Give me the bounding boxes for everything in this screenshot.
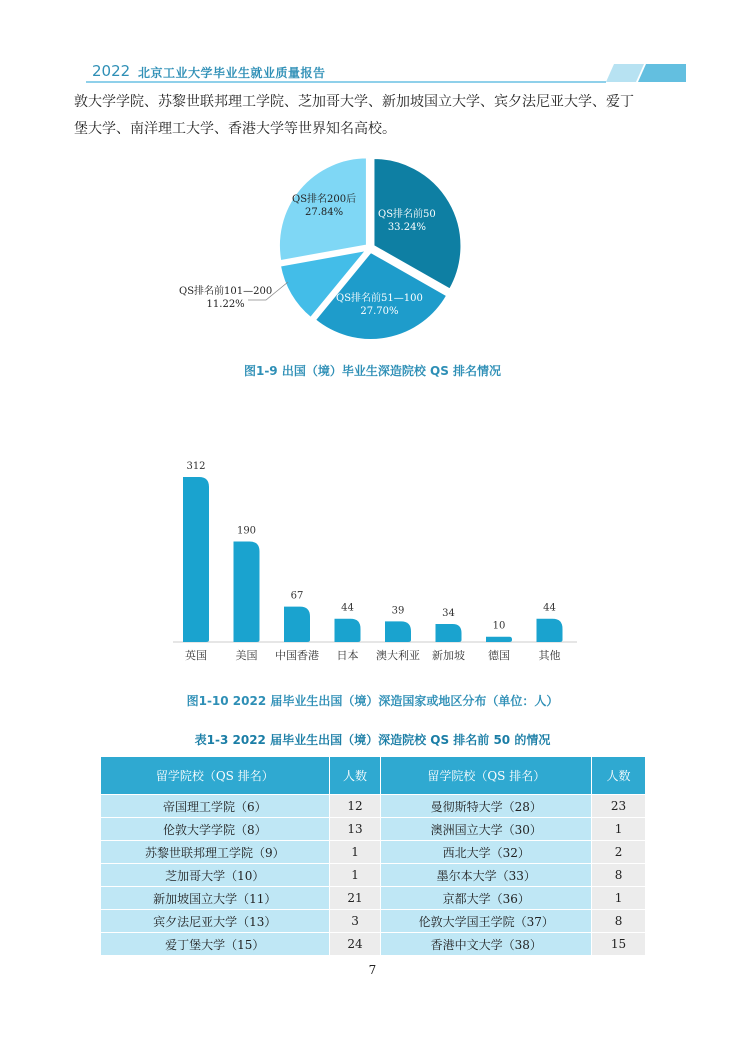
school-cell: 曼彻斯特大学（28） <box>381 795 592 818</box>
pie-label-51-100 <box>336 292 423 318</box>
bar-value-label: 67 <box>290 590 304 602</box>
pie-label-200-after-pct: 27.84% <box>305 207 344 218</box>
page-number: 7 <box>368 963 377 977</box>
pie-label-101-200-pct: 11.22% <box>206 299 245 310</box>
count-cell: 1 <box>592 818 646 841</box>
bar <box>486 637 512 642</box>
pie-label-101-200-name: QS排名前101—200 <box>179 286 273 297</box>
pie-label-200-after-name: QS排名200后 <box>292 194 357 205</box>
school-cell: 西北大学（32） <box>381 841 592 864</box>
count-cell: 21 <box>329 887 381 910</box>
bar <box>385 621 411 642</box>
table-header-row <box>101 757 646 795</box>
pie-label-51-100-pct: 27.70% <box>360 306 399 317</box>
paragraph-line-1: 敦大学学院、苏黎世联邦理工学院、芝加哥大学、新加坡国立大学、宾夕法尼亚大学、爱丁 <box>74 94 634 110</box>
bar-value-label: 44 <box>341 602 354 614</box>
school-cell: 伦敦大学国王学院（37） <box>381 910 592 933</box>
bar-value-label: 39 <box>391 605 405 617</box>
table-row <box>101 933 646 956</box>
pie-svg <box>170 150 480 350</box>
category-tick-label: 日本 <box>336 649 359 662</box>
category-tick-label: 澳大利亚 <box>376 649 420 662</box>
count-cell: 1 <box>329 864 381 887</box>
category-tick-label: 中国香港 <box>275 649 319 662</box>
header-decoration <box>606 64 686 82</box>
pie-label-top50 <box>378 208 436 234</box>
bar <box>284 607 310 642</box>
count-cell: 15 <box>592 933 646 956</box>
figure-9-caption: 图1-9 出国（境）毕业生深造院校 QS 排名情况 <box>243 364 502 378</box>
bar <box>436 624 462 642</box>
school-cell: 爱丁堡大学（15） <box>101 933 330 956</box>
header-count-1: 人数 <box>329 757 381 795</box>
count-cell: 8 <box>592 910 646 933</box>
count-cell: 24 <box>329 933 381 956</box>
school-cell: 墨尔本大学（33） <box>381 864 592 887</box>
school-cell: 澳洲国立大学（30） <box>381 818 592 841</box>
bar-value-label: 10 <box>492 620 506 632</box>
pie-label-51-100-name: QS排名前51—100 <box>336 293 423 304</box>
bar <box>537 619 563 642</box>
school-cell: 苏黎世联邦理工学院（9） <box>101 841 330 864</box>
pie-label-101-200 <box>179 285 272 311</box>
page-header <box>86 60 686 84</box>
count-cell: 1 <box>329 841 381 864</box>
count-cell: 3 <box>329 910 381 933</box>
school-cell: 宾夕法尼亚大学（13） <box>101 910 330 933</box>
count-cell: 2 <box>592 841 646 864</box>
bar <box>183 477 209 642</box>
table-row <box>101 795 646 818</box>
bar <box>234 542 260 642</box>
bar-value-label: 190 <box>236 525 257 537</box>
count-cell: 13 <box>329 818 381 841</box>
bar-value-label: 312 <box>186 461 206 472</box>
school-cell: 帝国理工学院（6） <box>101 795 330 818</box>
header-title: 北京工业大学毕业生就业质量报告 <box>138 66 326 80</box>
category-tick-label: 美国 <box>235 649 258 662</box>
table-row <box>101 864 646 887</box>
school-cell: 香港中文大学（38） <box>381 933 592 956</box>
count-cell: 1 <box>592 887 646 910</box>
bar-value-label: 44 <box>543 602 556 614</box>
school-cell: 芝加哥大学（10） <box>101 864 330 887</box>
category-tick-label: 英国 <box>185 649 207 662</box>
category-tick-label: 新加坡 <box>432 649 465 662</box>
school-cell: 新加坡国立大学（11） <box>101 887 330 910</box>
qs-top50-table <box>100 756 646 956</box>
bar-svg <box>165 455 585 670</box>
school-cell: 京都大学（36） <box>381 887 592 910</box>
figure-10-caption: 图1-10 2022 届毕业生出国（境）深造国家或地区分布（单位：人） <box>186 694 559 708</box>
pie-label-200-after <box>292 193 356 219</box>
bar-value-label: 34 <box>442 608 455 620</box>
country-bar-chart <box>165 455 585 670</box>
bar <box>335 619 361 642</box>
count-cell: 8 <box>592 864 646 887</box>
table-row <box>101 910 646 933</box>
category-tick-label: 其他 <box>538 649 561 662</box>
count-cell: 23 <box>592 795 646 818</box>
count-cell: 12 <box>329 795 381 818</box>
header-school-2: 留学院校（QS 排名） <box>381 757 592 795</box>
header-year: 2022 <box>92 62 131 80</box>
pie-label-top50-name: QS排名前50 <box>378 209 436 220</box>
table-row <box>101 841 646 864</box>
qs-pie-chart <box>170 150 480 350</box>
table-3-caption: 表1-3 2022 届毕业生出国（境）深造院校 QS 排名前 50 的情况 <box>194 733 551 747</box>
body-paragraph <box>74 89 674 143</box>
pie-label-top50-pct: 33.24% <box>387 222 426 233</box>
table-row <box>101 818 646 841</box>
table-row <box>101 887 646 910</box>
header-rule <box>86 81 606 83</box>
header-school-1: 留学院校（QS 排名） <box>101 757 330 795</box>
header-count-2: 人数 <box>592 757 646 795</box>
category-tick-label: 德国 <box>488 649 510 662</box>
paragraph-line-2: 堡大学、南洋理工大学、香港大学等世界知名高校。 <box>74 121 396 137</box>
school-cell: 伦敦大学学院（8） <box>101 818 330 841</box>
